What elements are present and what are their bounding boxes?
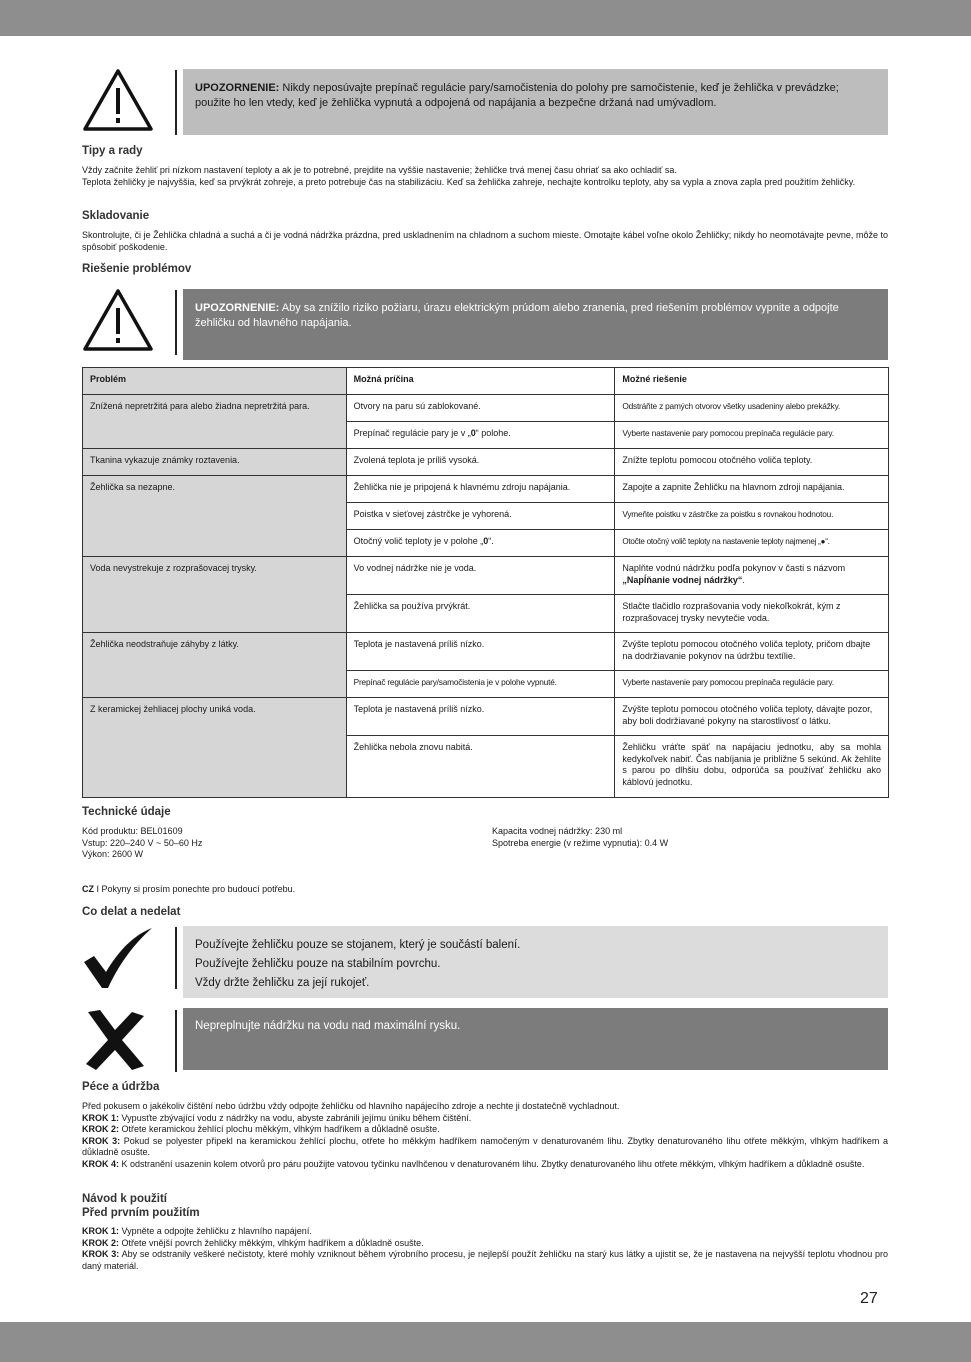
warning-triangle-icon <box>82 68 154 132</box>
cause-text-bold: 0 <box>483 536 489 546</box>
cause-text-bold: 0 <box>470 428 476 438</box>
paragraph: Vždy začnite žehliť pri nízkom nastavení teploty a ak je to potrebné, prejdite na vyššie nastavenie; žehličke trvá menej času ohriať sa ako ochladiť sa. <box>82 165 677 175</box>
cause-cell: Prepínač regulácie pary/samočistenia je v polohe vypnuté. <box>346 671 615 698</box>
cause-text: Prepínač regulácie pary je v „ <box>353 428 471 438</box>
section-title: Tipy a rady <box>82 145 143 157</box>
step-text: Otřete vnější povrch žehličky měkkým, vlhkým hadříkem a důkladně osušte. <box>119 1237 424 1248</box>
warning-box <box>183 289 888 360</box>
warning-box <box>183 69 888 135</box>
cause-cell: Žehlička nie je pripojená k hlavnému zdroju napájania. <box>346 476 615 503</box>
table-row <box>83 395 889 422</box>
step-label: KROK 1: <box>82 1226 120 1236</box>
spec-item: Spotreba energie (v režime vypnutia): 0.4 W <box>492 837 669 848</box>
step-label: KROK 3: <box>82 1249 120 1259</box>
step <box>82 1238 888 1250</box>
solution-cell: Vymeňte poistku v zástrčke za poistku s rovnakou hodnotou. <box>615 503 889 530</box>
warning-text: Nikdy neposúvajte prepínač regulácie pary/samočistenia do polohy pre samočistenie, keď je žehlička v prevádzke; použite ho len vtedy, keď je žehlička vypnutá a odpojená od napájania a bezpečne držaná nad umývadlom. <box>195 82 839 109</box>
divider <box>175 927 177 989</box>
solution-text-bold: „Napĺňanie vodnej nádržky“ <box>622 574 743 585</box>
language-code: CZ <box>82 884 94 894</box>
table-row <box>83 557 889 595</box>
do-box <box>183 926 888 998</box>
section-title: Skladovanie <box>82 210 150 222</box>
checkmark-icon <box>80 926 156 990</box>
step-text: Vypusťte zbývající vodu z nádržky na vodu, abyste zabránili jejímu úniku během čištění. <box>119 1112 472 1123</box>
step <box>82 1124 888 1136</box>
cause-cell: Teplota je nastavená príliš nízko. <box>346 633 615 671</box>
column-header: Možná príčina <box>346 368 615 395</box>
step-text: Pokud se polyester připekl na keramickou žehlící plochu, otřete ho měkkým hadříkem namočeným v denaturovaném lihu. Zbytky denaturovaného lihu otřete měkkým, vlhkým hadříkem a důkladně osušte. <box>82 1135 888 1157</box>
warning-label: UPOZORNENIE: <box>195 302 280 314</box>
problem-cell: Žehlička sa nezapne. <box>83 476 347 557</box>
solution-cell: Znížte teplotu pomocou otočného voliča teploty. <box>615 449 889 476</box>
table-row <box>83 449 889 476</box>
solution-text-bold: ● <box>820 537 826 546</box>
column-header: Problém <box>83 368 347 395</box>
step-label: KROK 4: <box>82 1158 120 1169</box>
cause-cell: Teplota je nastavená príliš nízko. <box>346 698 615 736</box>
step-text: K odstranění usazenin kolem otvorů pro páru použijte vatovou tyčinku navlhčenou v denaturovaném lihu. Zbytky denaturovaného lihu otřete měkkým, vlhkým hadříkem a důkladně osušte. <box>119 1158 865 1169</box>
warning-label: UPOZORNENIE: <box>195 82 280 94</box>
step-text: Vypněte a odpojte žehličku z hlavního napájení. <box>119 1226 312 1236</box>
table-row <box>83 476 889 503</box>
cause-text: “ polohe. <box>475 428 511 438</box>
step-label: KROK 2: <box>82 1124 120 1134</box>
step-label: KROK 3: <box>82 1135 121 1146</box>
spec-item: Vstup: 220–240 V ~ 50–60 Hz <box>82 837 203 848</box>
cause-cell: Vo vodnej nádržke nie je voda. <box>346 557 615 595</box>
section-title: Péce a údržba <box>82 1081 160 1093</box>
step-label: KROK 1: <box>82 1112 120 1123</box>
solution-text: “. <box>825 537 830 546</box>
problem-cell: Z keramickej žehliacej plochy uniká voda. <box>83 698 347 798</box>
do-item: Vždy držte žehličku za její rukojeť. <box>195 977 370 989</box>
table-header-row <box>83 368 889 395</box>
step-text: Otřete keramickou žehlící plochu měkkým, vlhkým hadříkem a důkladně osušte. <box>119 1124 440 1134</box>
care-section <box>82 1101 888 1170</box>
cause-cell: Žehlička sa používa prvýkrát. <box>346 595 615 633</box>
table-row <box>83 633 889 671</box>
solution-cell: Odstráňte z pamých otvorov všetky usadeniny alebo prekážky. <box>615 395 889 422</box>
solution-text: Naplňte vodnú nádržku podľa pokynov v časti s názvom <box>622 563 846 573</box>
solution-text: Otočte otočný volič teploty na nastavenie teploty najmenej „ <box>622 537 821 546</box>
language-note-text: Pokyny si prosím ponechte pro budoucí potřebu. <box>101 884 296 894</box>
step <box>82 1249 888 1272</box>
do-item: Používejte žehličku pouze na stabilním povrchu. <box>195 958 441 970</box>
solution-text: . <box>742 574 745 585</box>
section-title: Návod k použití <box>82 1193 167 1205</box>
divider <box>175 1010 177 1072</box>
solution-cell: Zapojte a zapnite Žehličku na hlavnom zdroji napájania. <box>615 476 889 503</box>
problem-cell: Žehlička neodstraňuje záhyby z látky. <box>83 633 347 698</box>
cause-cell <box>346 530 615 557</box>
section-title: Co delat a nedelat <box>82 906 181 918</box>
divider <box>175 70 177 135</box>
divider <box>175 290 177 355</box>
paragraph: Před pokusem o jakékoliv čištění nebo údržbu vždy odpojte žehličku od hlavního napájecího zdroje a nechte ji dostatečně vychladnout. <box>82 1101 620 1111</box>
dont-box <box>183 1008 888 1070</box>
separator: I <box>94 884 102 894</box>
step-text: Aby se odstranily veškeré nečistoty, které mohly vzniknout během výrobního procesu, je nejlepší použít žehličku na starý kus látky a ujistit se, že je nastavena na nejvyšší teplotu vhodnou pro daný materiál. <box>82 1249 888 1271</box>
spec-item: Kód produktu: BEL01609 <box>82 826 183 836</box>
cause-cell <box>346 422 615 449</box>
step <box>82 1226 888 1238</box>
step <box>82 1159 888 1171</box>
cause-cell: Poistka v sieťovej zástrčke je vyhorená. <box>346 503 615 530</box>
table-row <box>83 698 889 736</box>
dont-item: Nepreplnujte nádržku na vodu nad maximální rysku. <box>195 1020 461 1032</box>
solution-cell: Žehličku vráťte späť na napájaciu jednotku, aby sa mohla kedykoľvek nabiť. Čas nabíjania je približne 5 sekúnd. Ak žehlíte s parou po dlhšiu dobu, odporúča sa používať žehličku ako káblovú jednotku. <box>615 736 889 798</box>
problem-cell: Voda nevystrekuje z rozprašovacej trysky. <box>83 557 347 633</box>
spec-item: Kapacita vodnej nádržky: 230 ml <box>492 826 623 836</box>
warning-triangle-icon <box>82 288 154 352</box>
cause-cell: Zvolená teplota je príliš vysoká. <box>346 449 615 476</box>
cause-cell: Otvory na paru sú zablokované. <box>346 395 615 422</box>
page-number: 27 <box>860 1290 878 1307</box>
top-bar <box>0 0 971 36</box>
paragraph: Teplota žehličky je najvyššia, keď sa prvýkrát zohreje, a preto potrebuje čas na stabilizáciu. Keď sa žehlička zahreje, nechajte kontrolku teploty, aby sa vypla a znova zapla pred použitím žehličky. <box>82 177 856 187</box>
bottom-bar <box>0 1322 971 1362</box>
cross-icon <box>82 1008 148 1072</box>
usage-section <box>82 1226 888 1272</box>
solution-cell: Zvýšte teplotu pomocou otočného voliča teploty, dávajte pozor, aby boli dodržiavané pokyny na starostlivosť o látku. <box>615 698 889 736</box>
problem-cell: Znížená nepretržitá para alebo žiadna nepretržitá para. <box>83 395 347 449</box>
warning-text: Aby sa znížilo riziko požiaru, úrazu elektrickým prúdom alebo zranenia, pred riešením problémov vypnite a odpojte žehličku od hlavného napájania. <box>195 302 839 329</box>
section-title: Riešenie problémov <box>82 263 192 275</box>
problem-cell: Tkanina vykazuje známky roztavenia. <box>83 449 347 476</box>
cause-text: “. <box>488 536 494 546</box>
step <box>82 1136 888 1159</box>
paragraph: Skontrolujte, či je Žehlička chladná a suchá a či je vodná nádržka prázdna, pred uskladnením na chladnom a suchom mieste. Omotajte kábel voľne okolo Žehličky; nikdy ho neomotávajte pevne, môže to spôsobiť poškodenie. <box>82 230 888 252</box>
step-label: KROK 2: <box>82 1237 120 1248</box>
solution-cell: Vyberte nastavenie pary pomocou prepínača regulácie pary. <box>615 422 889 449</box>
cause-cell: Žehlička nebola znovu nabitá. <box>346 736 615 798</box>
step <box>82 1113 888 1125</box>
solution-cell: Vyberte nastavenie pary pomocou prepínača regulácie pary. <box>615 671 889 698</box>
troubleshooting-table <box>82 367 889 798</box>
solution-cell <box>615 557 889 595</box>
solution-cell <box>615 530 889 557</box>
language-note <box>82 884 295 896</box>
column-header: Možné riešenie <box>615 368 889 395</box>
section-subtitle: Před prvním použitím <box>82 1207 200 1219</box>
do-item: Používejte žehličku pouze se stojanem, který je součástí balení. <box>195 939 521 951</box>
spec-left <box>82 826 202 861</box>
spec-item: Výkon: 2600 W <box>82 849 144 859</box>
cause-text: Otočný volič teploty je v polohe „ <box>353 536 484 546</box>
solution-cell: Stlačte tlačidlo rozprašovania vody niekoľkokrát, kým z rozprašovacej trysky nevytečie voda. <box>615 595 889 633</box>
section-title: Technické údaje <box>82 806 171 818</box>
solution-cell: Zvýšte teplotu pomocou otočného voliča teploty, pričom dbajte na dodržiavanie pokynov na údržbu textílie. <box>615 633 889 671</box>
spec-right <box>492 826 668 849</box>
